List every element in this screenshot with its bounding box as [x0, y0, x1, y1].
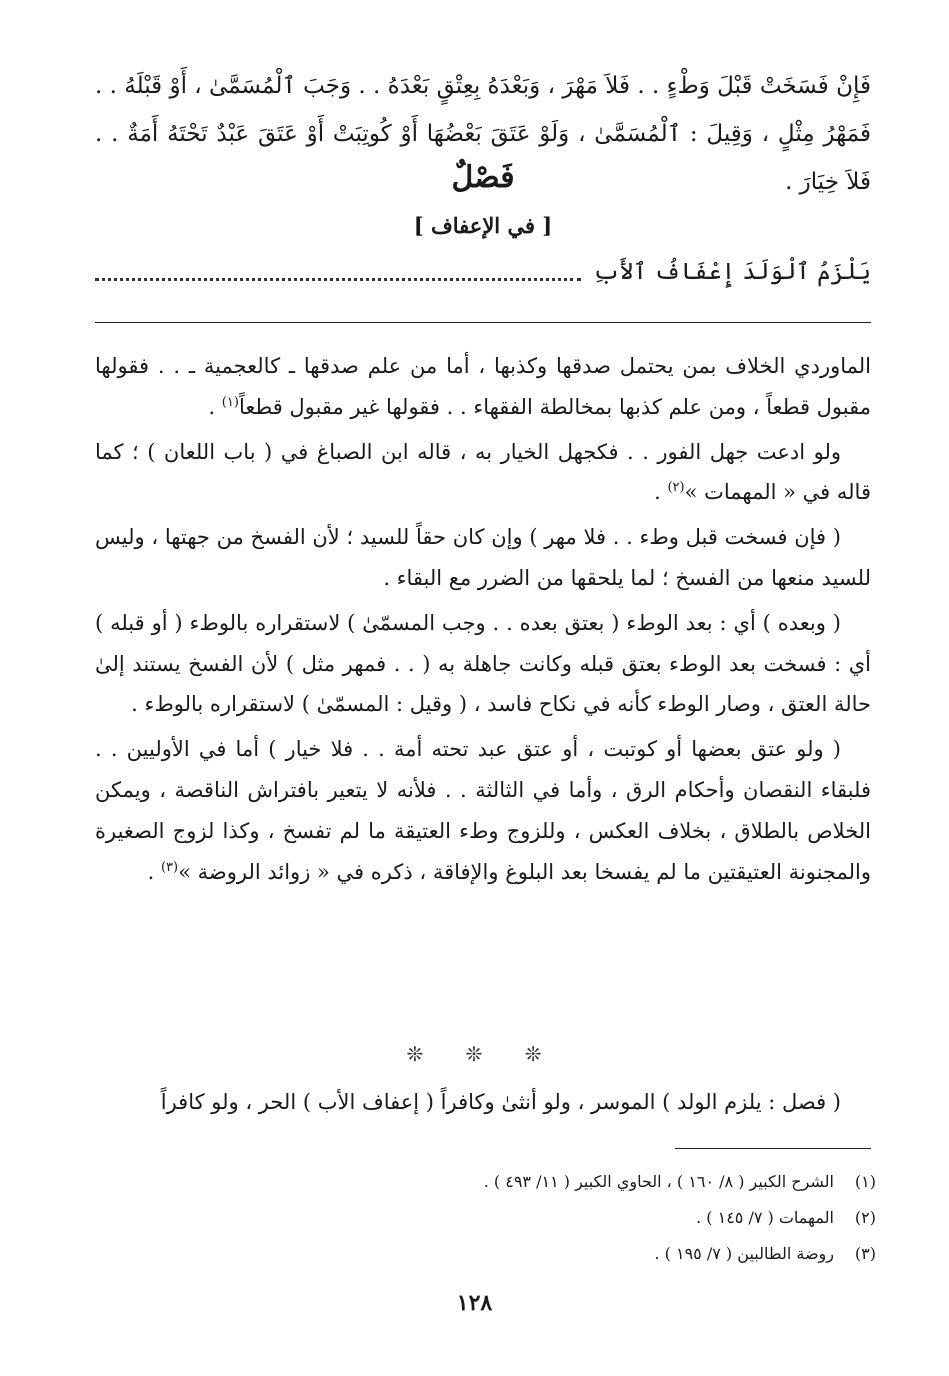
commentary-text-run: ولو ادعت جهل الفور . . فكجهل الخيار به ، قاله ابن الصباغ في ( باب اللعان ) ؛ كما قاله في « المهمات »	[95, 439, 871, 505]
commentary-paragraph: ( وبعده ) أي : بعد الوطء ( بعتق بعده . . وجب المسمّىٰ ) لاستقراره بالوطء ( أو قبله ) أي : فسخت بعد الوطء بعتق قبله وكانت جاهلة به ( . . فمهر مثل ) لأن الفسخ يستند إلىٰ حالة العتق ، وصار الوطء كأنه في نكاح فاسد ، ( وقيل : المسمّىٰ ) لاستقراره بالوطء .	[95, 610, 871, 717]
footnote-ref: (٣)	[160, 859, 179, 875]
commentary-text-run: .	[654, 480, 668, 505]
section-heading: فَصْلٌ	[451, 160, 515, 195]
commentary-text-run: ( ولو عتق بعضها أو كوتبت ، أو عتق عبد تحته أمة . . فلا خيار ) أما في الأوليين . . فلبقاء النقصان وأحكام الرق ، وأما في الثالثة . . فلأنه لا يتعير بافتراش الناقصة ، ويمكن الخلاص بالطلاق ، بخلاف العكس ، وللزوج وطء العتيقة ما لم تفسخ ، وكذا لزوج الصغيرة والمجنونة العتيقتين ما لم يفسخا بعد البلوغ والإفاقة ، ذكره في « زوائد الروضة »	[95, 737, 871, 884]
commentary-last-line: ( فصل : يلزم الولد ) الموسر ، ولو أنثىٰ وكافراً ( إعفاف الأب ) الحر ، ولو كافراً	[160, 1090, 841, 1114]
commentary-paragraph	[95, 432, 871, 514]
section-divider-stars: ❊ ❊ ❊	[406, 1042, 560, 1066]
footnote-text: المهمات ( ٧/ ١٤٥ ) .	[696, 1208, 834, 1227]
commentary-paragraph	[95, 346, 871, 428]
section-subheading: [ في الإعفاف ]	[413, 213, 553, 238]
footnote-item	[95, 1200, 876, 1236]
footnote-number: (١)	[854, 1172, 876, 1191]
commentary-text-run: .	[208, 394, 222, 419]
commentary-text	[95, 346, 871, 896]
footnote-number: (٢)	[854, 1208, 876, 1227]
commentary-paragraph	[95, 729, 871, 892]
separator-rule	[95, 322, 871, 323]
footnotes	[95, 1164, 876, 1272]
footnote-ref: (٢)	[667, 480, 685, 496]
footnote-item	[95, 1236, 876, 1272]
footnote-ref: (١)	[221, 394, 239, 410]
dotted-leader	[95, 278, 581, 281]
matn-closing-line	[95, 248, 871, 296]
matn-paragraph: فَإِنْ فَسَخَتْ قَبْلَ وَطْءٍ . . فَلاَ مَهْرَ ، وَبَعْدَهُ بِعِتْقٍ بَعْدَهُ . . وَجَبَ ٱلْمُسَمَّىٰ ، أَوْ قَبْلَهُ . . فَمَهْرُ مِثْلٍ ، وَقِيلَ : ٱلْمُسَمَّىٰ ، وَلَوْ عَتَقَ بَعْضُهَا أَوْ كُوتِبَتْ أَوْ عَتَقَ عَبْدٌ تَحْتَهُ أَمَةٌ . . فَلاَ خِيَارَ .	[95, 73, 871, 195]
matn-closing-text: يَلْزَمُ ٱلْوَلَدَ إِعْفَافُ ٱلأَبِ	[593, 259, 871, 285]
footnote-number: (٣)	[854, 1244, 876, 1263]
commentary-text-run: .	[147, 859, 161, 884]
footnote-text: روضة الطالبين ( ٧/ ١٩٥ ) .	[654, 1244, 834, 1263]
page-number: ١٢٨	[456, 1290, 493, 1316]
footnote-text: الشرح الكبير ( ٨/ ١٦٠ ) ، الحاوي الكبير ( ١١/ ٤٩٣ ) .	[483, 1172, 834, 1191]
footnote-item	[95, 1164, 876, 1200]
commentary-text-run: الماوردي الخلاف بمن يحتمل صدقها وكذبها ، أما من علم صدقها ـ كالعجمية ـ . . فقولها مقبول قطعاً ، ومن علم كذبها بمخالطة الفقهاء . . فقولها غير مقبول قطعاً	[95, 354, 871, 419]
commentary-paragraph: ( فإن فسخت قبل وطء . . فلا مهر ) وإن كان حقاً للسيد ؛ لأن الفسخ من جهتها ، وليس للسيد منعها من الفسخ ؛ لما يلحقها من الضرر مع البقاء .	[95, 525, 871, 590]
footnote-rule	[675, 1148, 871, 1149]
